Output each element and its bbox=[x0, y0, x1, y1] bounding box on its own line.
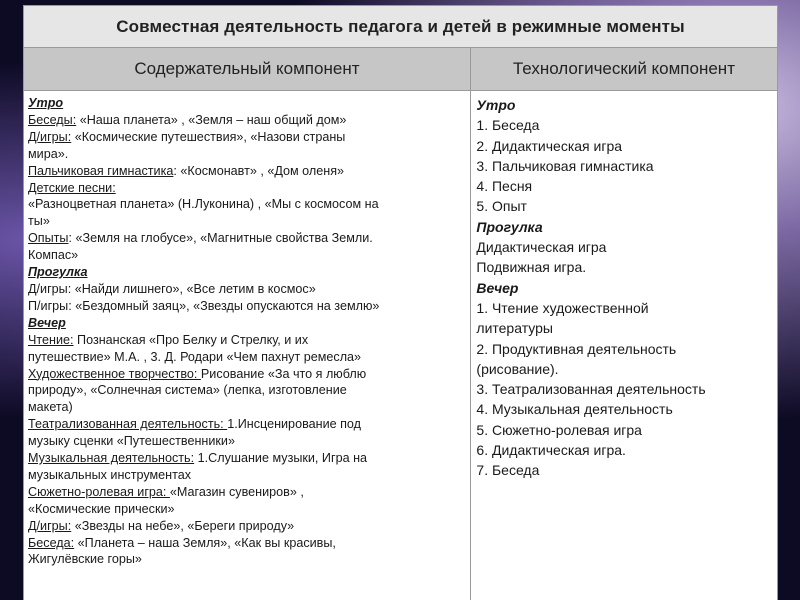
list-item: макета) bbox=[28, 400, 73, 415]
list-item: Жигулёвские горы» bbox=[28, 552, 142, 567]
section-heading-evening: Вечер bbox=[476, 279, 519, 296]
slide-table bbox=[23, 5, 778, 600]
list-item: 1. Чтение художественной bbox=[476, 299, 649, 316]
section-heading-walk: Прогулка bbox=[28, 265, 88, 280]
list-item: Детские песни: bbox=[28, 180, 116, 195]
page-title: Совместная деятельность педагога и детей в режимные моменты bbox=[116, 16, 685, 36]
list-item: Д/игры: «Звезды на небе», «Береги природу» bbox=[28, 518, 295, 533]
header-content-component: Содержательный компонент bbox=[24, 48, 471, 90]
list-item: 7. Беседа bbox=[476, 462, 540, 479]
list-item: 4. Песня bbox=[476, 178, 533, 195]
section-heading-morning: Утро bbox=[476, 97, 516, 113]
list-item: 6. Дидактическая игра. bbox=[476, 442, 626, 459]
technology-column bbox=[471, 91, 777, 600]
list-item: (рисование). bbox=[476, 360, 559, 377]
list-item: 2. Продуктивная деятельность bbox=[476, 340, 677, 357]
list-item: 3. Пальчиковая гимнастика bbox=[476, 157, 654, 174]
list-item: 1. Беседа bbox=[476, 117, 540, 134]
list-item: мира». bbox=[28, 146, 69, 161]
list-item: музыкальных инструментах bbox=[28, 467, 192, 482]
table-body-row bbox=[23, 90, 778, 600]
list-item: Беседа: «Планета – наша Земля», «Как вы красивы, bbox=[28, 535, 336, 550]
list-item: «Разноцветная планета» (Н.Луконина) , «Мы с космосом на bbox=[28, 197, 379, 212]
section-heading-walk: Прогулка bbox=[476, 218, 543, 235]
list-item: Беседы: «Наша планета» , «Земля – наш общий дом» bbox=[28, 112, 347, 127]
list-item: Дидактическая игра bbox=[476, 239, 607, 256]
list-item: литературы bbox=[476, 320, 553, 337]
list-item: 3. Театрализованная деятельность bbox=[476, 381, 706, 398]
list-item: Компас» bbox=[28, 248, 79, 263]
list-item: Художественное творчество: Рисование «За что я люблю bbox=[28, 366, 367, 381]
list-item: Театрализованная деятельность: 1.Инсценирование под bbox=[28, 417, 362, 432]
list-item: Опыты: «Земля на глобусе», «Магнитные свойства Земли. bbox=[28, 231, 373, 246]
header-technology-component: Технологический компонент bbox=[512, 59, 735, 78]
list-item: Пальчиковая гимнастика: «Космонавт» , «Дом оленя» bbox=[28, 163, 345, 178]
list-item: 5. Сюжетно-ролевая игра bbox=[476, 421, 642, 438]
list-item: 4. Музыкальная деятельность bbox=[476, 401, 673, 418]
table-title-row bbox=[23, 5, 778, 48]
list-item: музыку сценки «Путешественники» bbox=[28, 434, 235, 449]
list-item: природу», «Солнечная система» (лепка, изготовление bbox=[28, 383, 347, 398]
list-item: Д/игры: «Найди лишнего», «Все летим в космос» bbox=[28, 281, 316, 296]
list-item: 5. Опыт bbox=[476, 198, 527, 215]
list-item: Сюжетно-ролевая игра: «Магазин сувениров» , bbox=[28, 484, 304, 499]
list-item: путешествие» М.А. , 3. Д. Родари «Чем пахнут ремесла» bbox=[28, 349, 362, 364]
table-header-row bbox=[23, 48, 778, 90]
section-heading-evening: Вечер bbox=[28, 315, 66, 330]
list-item: ты» bbox=[28, 214, 50, 229]
list-item: 2. Дидактическая игра bbox=[476, 137, 623, 154]
list-item: Подвижная игра. bbox=[476, 259, 587, 276]
list-item: Чтение: Познанская «Про Белку и Стрелку, и их bbox=[28, 332, 309, 347]
list-item: «Космические прически» bbox=[28, 501, 175, 516]
section-heading-morning: Утро bbox=[28, 96, 64, 110]
list-item: Музыкальная деятельность: 1.Слушание музыки, Игра на bbox=[28, 451, 368, 466]
list-item: Д/игры: «Космические путешествия», «Назови страны bbox=[28, 129, 346, 144]
list-item: П/игры: «Бездомный заяц», «Звезды опускаются на землю» bbox=[28, 298, 380, 313]
content-column bbox=[24, 91, 471, 600]
